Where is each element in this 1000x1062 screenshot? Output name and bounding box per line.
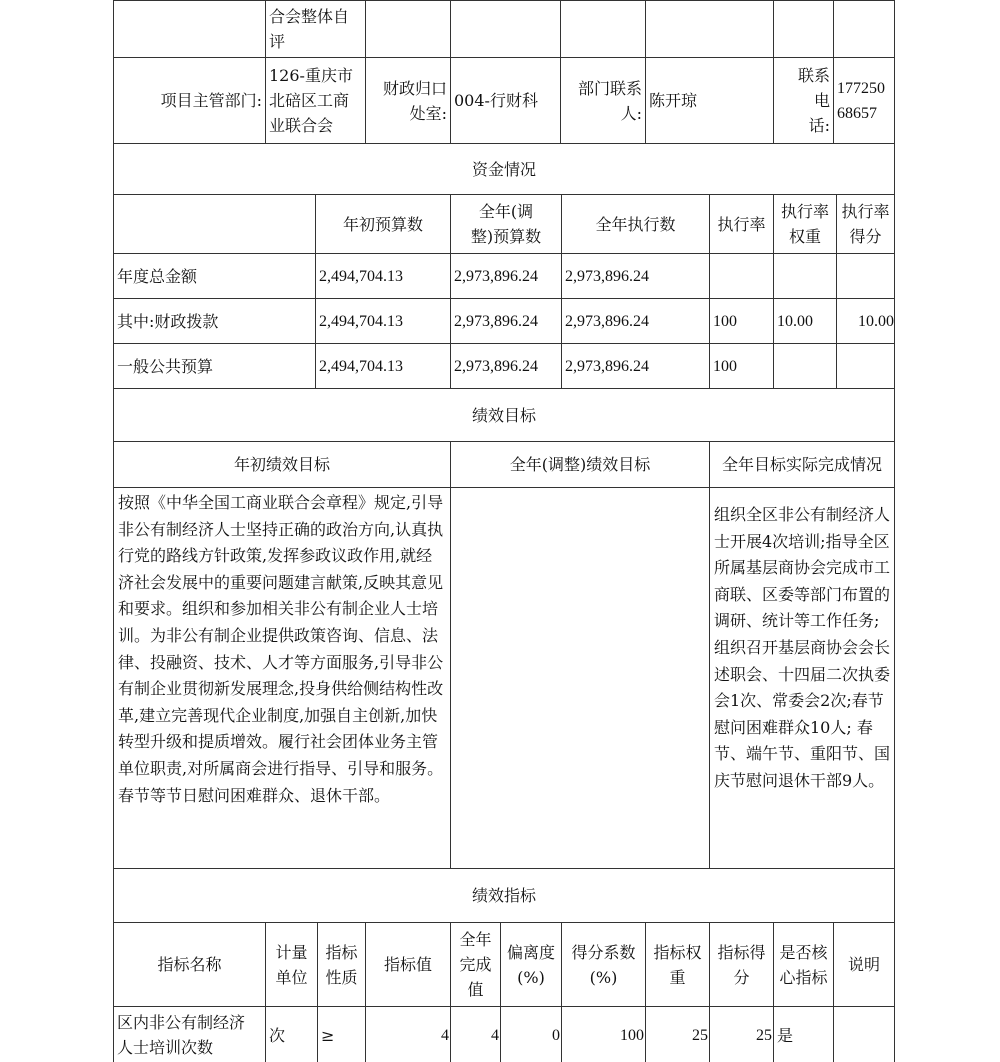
header-completed-value: 全年 完成 值 <box>459 930 492 999</box>
indicator-row-deviation: 0 <box>552 1027 560 1044</box>
header-indicator-score: 指标得 分 <box>717 942 766 987</box>
funds-row-executed: 2,973,896.24 <box>565 312 649 330</box>
funds-row-adjusted: 2,973,896.24 <box>454 267 538 285</box>
header-actual-completion: 全年目标实际完成情况 <box>721 455 882 474</box>
header-adjusted-goals: 全年(调整)绩效目标 <box>509 455 651 474</box>
header-initial-budget: 年初预算数 <box>342 214 423 234</box>
initial-goals-text: 按照《中华全国工商业联合会章程》规定,引导非公有制经济人士坚持正确的政治方向,认真执行党的路线方针政策,发挥参政议政作用,就经济社会发展中的重要问题建言献策,反映其意见和要求。组织和参加相关非公有制企业人士培训。为非公有制企业提供政策咨询、信息、法律、投融资、技术、人才等方面服务,引导非公有制企业贯彻新发展理念,投身供给侧结构性改革,建立完善现代企业制度,加强自主创新,加快转型升级和提质增效。履行社会团体业务主管单位职责,对所属商会进行指导、引导和服务。春节等节日慰问困难群众、退休干部。 <box>118 493 444 805</box>
indicator-row-weight: 25 <box>692 1027 708 1044</box>
funds-row-initial: 2,494,704.13 <box>319 357 403 375</box>
indicator-row-value: 4 <box>441 1027 449 1044</box>
funds-row-initial: 2,494,704.13 <box>319 267 403 285</box>
indicator-row-completed: 4 <box>491 1027 499 1044</box>
funds-row-adjusted: 2,973,896.24 <box>454 312 538 330</box>
header-core-indicator: 是否核 心指标 <box>779 942 828 987</box>
phone-label: 联系 电 话: <box>797 66 830 135</box>
funds-row-weight <box>774 344 836 388</box>
header-score-coefficient: 得分系数 (%) <box>571 942 636 987</box>
project-name-tail: 合会整体自 评 <box>269 7 350 51</box>
funds-row-score: 10.00 <box>858 312 894 330</box>
funds-row-label: 一般公共预算 <box>117 356 214 376</box>
dept-value: 126-重庆市 北碚区工商 业联合会 <box>269 66 353 135</box>
adjusted-goals-text <box>451 488 709 868</box>
funds-row-rate: 100 <box>713 357 737 375</box>
funds-row-weight: 10.00 <box>777 312 813 330</box>
contact-label: 部门联系 人: <box>577 78 642 123</box>
header-exec-rate: 执行率 <box>717 214 766 234</box>
header-unit: 计量 单位 <box>275 942 308 987</box>
header-executed: 全年执行数 <box>595 214 676 234</box>
indicator-row-name: 区内非公有制经济 人士培训次数 <box>117 1013 246 1057</box>
indicator-row-core: 是 <box>777 1026 794 1045</box>
funds-row-label: 其中:财政拨款 <box>117 311 219 331</box>
funds-row-executed: 2,973,896.24 <box>565 357 649 375</box>
goals-section-title: 绩效目标 <box>471 405 536 425</box>
header-initial-goals: 年初绩效目标 <box>233 455 330 474</box>
header-exec-weight: 执行率 权重 <box>780 202 829 246</box>
header-deviation: 偏离度 (%) <box>506 942 555 987</box>
indicator-row-coefficient: 100 <box>620 1027 644 1044</box>
indicators-section-title: 绩效指标 <box>471 886 536 905</box>
header-exec-score: 执行率 得分 <box>841 202 890 246</box>
header-nature: 指标 性质 <box>325 942 358 987</box>
funds-row-rate <box>710 254 773 298</box>
finance-office-value: 004-行财科 <box>454 91 538 110</box>
indicator-row-note <box>834 1007 894 1062</box>
indicator-row-score: 25 <box>756 1027 772 1044</box>
funds-row-adjusted: 2,973,896.24 <box>454 357 538 375</box>
funds-section-title: 资金情况 <box>471 159 536 179</box>
header-indicator-name: 指标名称 <box>157 955 222 974</box>
funds-row-initial: 2,494,704.13 <box>319 312 403 330</box>
funds-row-score <box>837 254 894 298</box>
funds-row-rate: 100 <box>713 312 737 330</box>
header-indicator-weight: 指标权 重 <box>653 942 702 987</box>
funds-row-score <box>837 344 894 388</box>
header-note: 说明 <box>847 955 880 974</box>
actual-completion-text: 组织全区非公有制经济人士开展4次培训;指导全区所属基层商协会完成市工商联、区委等部门布置的调研、统计等工作任务; 组织召开基层商协会会长述职会、十四届二次执委会1次、常委会2次;春节慰问困难群众10人; 春节、端午节、重阳节、国庆节慰问退休干部9人。 <box>714 505 891 790</box>
header-adjusted-budget: 全年(调 整)预算数 <box>470 202 542 246</box>
finance-office-label: 财政归口 处室: <box>382 78 447 123</box>
contact-value: 陈开琼 <box>649 91 698 110</box>
dept-label: 项目主管部门: <box>160 91 262 110</box>
funds-row-label: 年度总金额 <box>117 266 198 286</box>
funds-row-weight <box>774 254 836 298</box>
phone-value: 177250 68657 <box>837 79 885 122</box>
funds-row-executed: 2,973,896.24 <box>565 267 649 285</box>
indicator-row-nature: ≥ <box>321 1026 335 1045</box>
indicator-row-unit: 次 <box>269 1026 286 1045</box>
header-target-value: 指标值 <box>383 955 432 974</box>
